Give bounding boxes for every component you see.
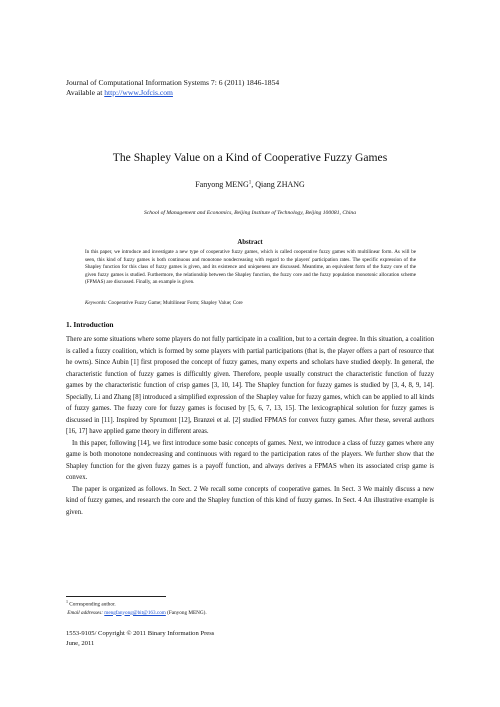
author-name: Fanyong MENG <box>195 180 249 189</box>
paper-title: The Shapley Value on a Kind of Cooperative Fuzzy Games <box>112 151 388 164</box>
footnote <box>66 598 207 617</box>
keywords-list: Cooperative Fuzzy Game; Multilinear Form; Shapley Value; Core <box>106 300 243 306</box>
email-label: Email addresses: <box>67 609 105 616</box>
availability-line <box>66 88 279 98</box>
journal-citation: Journal of Computational Information Systems 7: 6 (2011) 1846-1854 <box>66 78 280 87</box>
paragraph: The paper is organized as follows. In Sect. 2 We recall some concepts of cooperative games. In Sect. 3 We mainly discuss a new kind of fuzzy games, and research the core and the Shapley function of this kind of fuzzy games. In Sect. 4 An illustrative example is given. <box>66 485 434 516</box>
abstract-heading: Abstract <box>237 239 263 246</box>
author-separator: , <box>251 180 256 189</box>
footnote-email-line <box>66 610 207 618</box>
introduction-body <box>66 334 434 518</box>
available-prefix: Available at <box>66 88 105 97</box>
footnote-divider <box>66 596 166 597</box>
keywords-label: Keywords: <box>85 300 107 306</box>
email-suffix: (Fanyong MENG). <box>165 609 207 616</box>
footnote-corresponding-text: Corresponding author. <box>68 601 116 608</box>
abstract-text: In this paper, we introduce and investigate a new type of cooperative fuzzy games, which is called cooperative fuzzy games with multilinear form. As will be seen, this kind of fuzzy games is both continuous and monotone nondecreasing with regard to the players' participation rates. The specific expression of the Shapley function for this class of fuzzy games is given, and its existence and uniqueness are discussed. Meantime, an equivalent form of the fuzzy core of the given fuzzy games is studied. Furthermore, the relationship between the Shapley function, the fuzzy core and the fuzzy population monotonic allocation scheme (FPMAS) are discussed. Finally, an example is given. <box>85 249 416 286</box>
footnote-mark: 1 <box>66 599 68 604</box>
corresponding-author-mark[interactable]: 1 <box>248 180 252 186</box>
author-list <box>0 180 500 189</box>
copyright-line: 1553-9105/ Copyright © 2011 Binary Information Press <box>66 630 215 637</box>
copyright-block <box>66 629 214 649</box>
publication-date: June, 2011 <box>66 639 95 647</box>
journal-header <box>66 78 279 98</box>
paragraph: There are some situations where some players do not fully participate in a coalition, but to a certain degree. In this situation, a coalition is called a fuzzy coalition, which is formed by some players with partial participations (that is, the player offers a part of resource that he owns). Since Aubin [1] first proposed the concept of fuzzy games, many experts and scholars have studied deeply. In general, the characteristic function of fuzzy games is difficultly given. Therefore, people usually construct the characteristic function of fuzzy games by the characteristic function of crisp games [3, 10, 14]. The Shapley function for fuzzy games is studied by [3, 4, 8, 9, 14]. Specially, Li and Zhang [8] introduced a simplified expression of the Shapley value for fuzzy games, which can be applied to all kinds of fuzzy games. The fuzzy core for fuzzy games is focused by [5, 6, 7, 13, 15]. The lexicographical solution for fuzzy games is discussed in [11]. Inspired by Sprumont [12], Branzei et al. [2] studied FPMAS for convex fuzzy games. After these, several authors [16, 17] have applied game theory in different areas. <box>66 336 434 435</box>
section-heading-introduction: 1. Introduction <box>66 320 114 329</box>
author-email-link[interactable]: mengfanyong@bit@163.com <box>104 609 166 616</box>
keywords-line <box>85 300 416 306</box>
footnote-corresponding <box>66 598 207 610</box>
author-name: Qiang ZHANG <box>255 180 305 189</box>
affiliation: School of Management and Economics, Beijing Institute of Technology, Beijing 100081, China <box>143 210 357 216</box>
paragraph: In this paper, following [14], we first introduce some basic concepts of games. Next, we introduce a class of fuzzy games where any game is both monotone nondecreasing and continuous with regard to the participation rates of the players. We further show that the Shapley function for the given fuzzy games is a payoff function, and always derives a FPMAS when its associated crisp game is convex. <box>66 439 434 481</box>
journal-website-link[interactable]: http://www.Jofcis.com <box>104 88 173 97</box>
